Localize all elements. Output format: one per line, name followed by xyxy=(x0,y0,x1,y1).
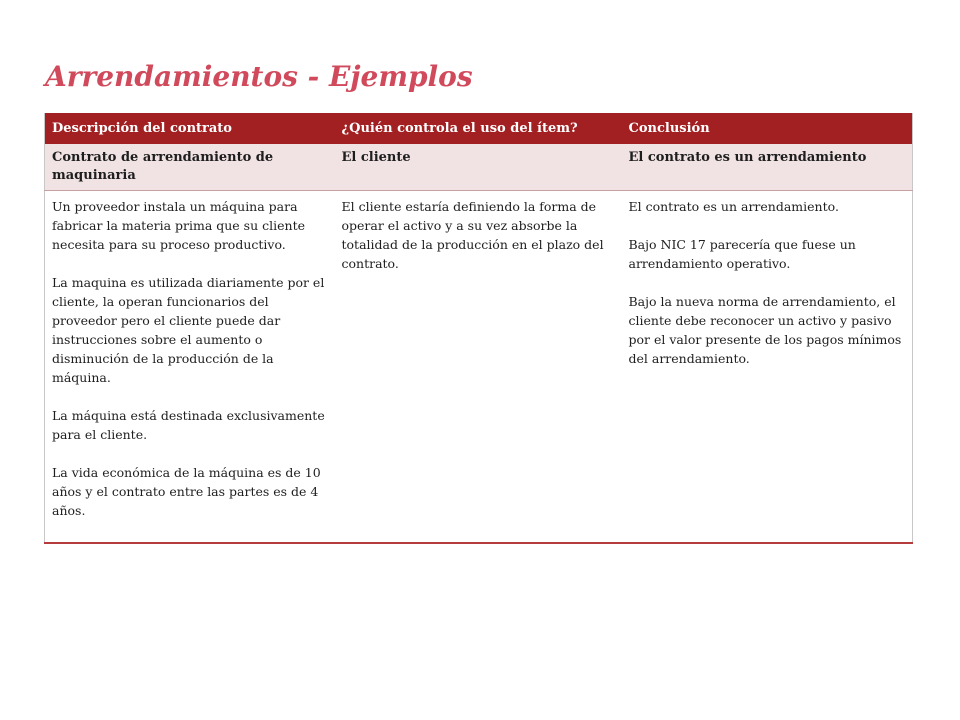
table-subheader-row xyxy=(45,144,913,191)
lease-examples-table xyxy=(44,113,913,544)
conclusion-paragraph: El contrato es un arrendamiento. xyxy=(628,199,839,214)
header-conclusion: Conclusión xyxy=(622,113,913,144)
subheader-controller: El cliente xyxy=(335,144,622,191)
description-paragraph: La vida económica de la máquina es de 10 años y el contrato entre las partes es de 4 años. xyxy=(52,465,321,518)
description-paragraph: La máquina está destinada exclusivamente para el cliente. xyxy=(52,408,325,442)
cell-description xyxy=(45,191,335,544)
header-who-controls: ¿Quién controla el uso del ítem? xyxy=(335,113,622,144)
page-title: Arrendamientos - Ejemplos xyxy=(45,60,473,93)
cell-control xyxy=(335,191,622,544)
cell-conclusion xyxy=(622,191,913,544)
table-header-row xyxy=(45,113,913,144)
table-row xyxy=(45,191,913,544)
conclusion-paragraph: Bajo NIC 17 parecería que fuese un arrendamiento operativo. xyxy=(628,237,856,271)
description-paragraph: Un proveedor instala un máquina para fabricar la materia prima que su cliente necesita para su proceso productivo. xyxy=(52,199,305,252)
description-paragraph: La maquina es utilizada diariamente por el cliente, la operan funcionarios del proveedor pero el cliente puede dar instrucciones sobre el aumento o disminución de la producción de la máquina. xyxy=(52,275,325,385)
subheader-conclusion: El contrato es un arrendamiento xyxy=(622,144,913,191)
conclusion-paragraph: Bajo la nueva norma de arrendamiento, el cliente debe reconocer un activo y pasivo por el valor presente de los pagos mínimos del arrendamiento. xyxy=(628,294,902,366)
header-contract-description: Descripción del contrato xyxy=(45,113,335,144)
subheader-contract-type: Contrato de arrendamiento de maquinaria xyxy=(45,144,335,191)
control-paragraph: El cliente estaría definiendo la forma de operar el activo y a su vez absorbe la totalidad de la producción en el plazo del contrato. xyxy=(341,199,604,271)
